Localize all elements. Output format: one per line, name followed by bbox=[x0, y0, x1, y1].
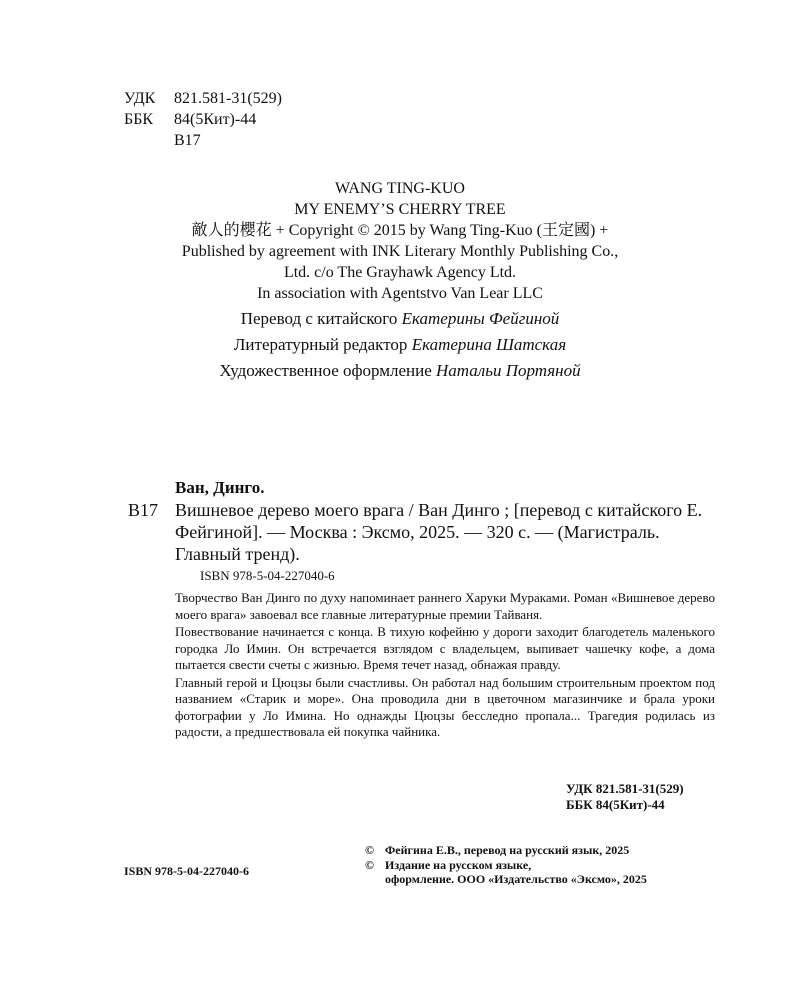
copyright-edition: Издание на русском языке, bbox=[385, 857, 532, 872]
copyright-line: 敵人的櫻花 + Copyright © 2015 by Wang Ting-Kuo (王定國) + bbox=[191, 222, 609, 239]
record-description: Вишневое дерево моего врага / Ван Динго ; [перевод с китайского Е. Фейгиной]. — Москва : Эксмо, 2025. — 320 с. — (Магистраль. Главный тренд). bbox=[175, 500, 703, 564]
catalog-codes bbox=[124, 88, 282, 151]
contributor-name: Екатерина Шатская bbox=[411, 335, 567, 354]
original-title: MY ENEMY’S CHERRY TREE bbox=[294, 201, 506, 218]
contributor-name: Екатерины Фейгиной bbox=[401, 309, 560, 328]
contributor-translator bbox=[0, 306, 800, 332]
contributor-role: Художественное оформление bbox=[219, 361, 432, 380]
agreement-line-2: Ltd. c/o The Grayhawk Agency Ltd. bbox=[283, 264, 517, 281]
agreement-line-1: Published by agreement with INK Literary Monthly Publishing Co., bbox=[181, 243, 619, 260]
footer-isbn: ISBN 978-5-04-227040-6 bbox=[124, 864, 249, 878]
record-isbn: ISBN 978-5-04-227040-6 bbox=[200, 568, 335, 583]
contributor-name: Натальи Портяной bbox=[436, 361, 581, 380]
author-mark: В17 bbox=[174, 132, 201, 149]
footer-bbk: ББК 84(5Кит)-44 bbox=[566, 797, 665, 812]
udk-value: 821.581-31(529) bbox=[174, 90, 282, 107]
footer-udk: УДК 821.581-31(529) bbox=[566, 781, 684, 796]
bbk-label: ББК bbox=[124, 111, 154, 128]
abstract bbox=[175, 590, 715, 742]
contributor-role: Перевод с китайского bbox=[240, 309, 398, 328]
udk-label: УДК bbox=[124, 90, 156, 107]
copyright-symbol: © bbox=[365, 857, 374, 872]
copyright-notices bbox=[365, 843, 647, 887]
copyright-design: оформление. ООО «Издательство «Эксмо», 2025 bbox=[385, 872, 647, 886]
bbk-value: 84(5Кит)-44 bbox=[174, 111, 257, 128]
abstract-paragraph: Повествование начинается с конца. В тихую кофейню у дороги заходит благодетель маленького городка Ло Имин. Он встречается взглядом с владельцем, выпивает чашечку кофе, а дома пытается свести счеты с жизнью. Время течет назад, обнажая правду. bbox=[175, 624, 715, 672]
contributor-designer bbox=[0, 358, 800, 384]
original-credits bbox=[0, 178, 800, 304]
original-author: WANG TING-KUO bbox=[335, 180, 465, 197]
contributors bbox=[0, 306, 800, 384]
abstract-paragraph: Главный герой и Цюцзы были счастливы. Он работал над большим строительным проектом под названием «Старик и море». Она проводила дни в цветочном магазинчике и брала уроки фотографии у Ло Имина. Но однажды Цюцзы бесследно пропала... Трагедия родилась из радости, а предшествовала ей покупка чайника. bbox=[175, 674, 715, 739]
footer-catalog-codes bbox=[566, 781, 684, 813]
record-code: В17 bbox=[128, 500, 159, 520]
copyright-translation: Фейгина Е.В., перевод на русский язык, 2025 bbox=[385, 843, 630, 857]
record-author: Ван, Динго. bbox=[175, 478, 265, 497]
contributor-role: Литературный редактор bbox=[233, 335, 408, 354]
abstract-paragraph: Творчество Ван Динго по духу напоминает раннего Харуки Мураками. Роман «Вишневое дерево моего врага» завоевал все главные литературные премии Тайваня. bbox=[175, 590, 715, 622]
association-line: In association with Agentstvo Van Lear LLC bbox=[257, 285, 543, 302]
copyright-symbol: © bbox=[365, 843, 374, 857]
contributor-editor bbox=[0, 332, 800, 358]
